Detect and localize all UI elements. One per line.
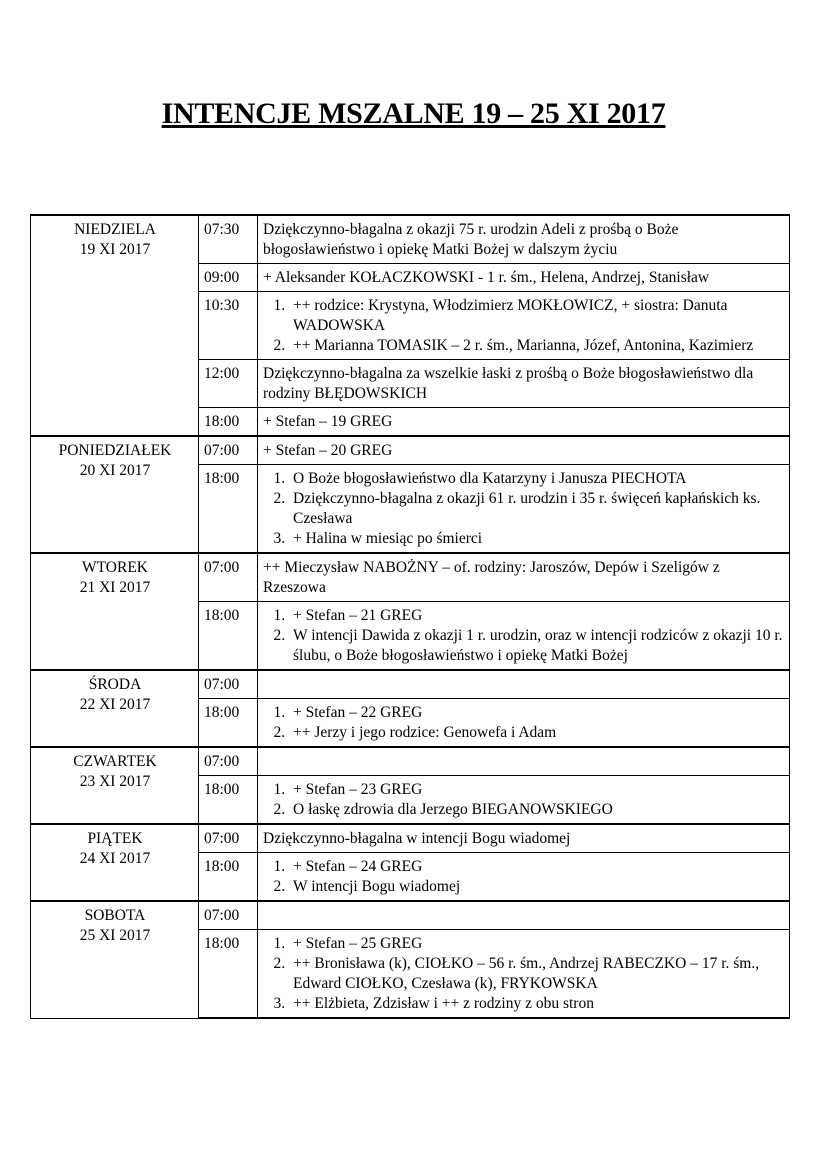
intention-item: 1. + Stefan – 25 GREG (289, 934, 785, 954)
mass-intention (258, 292, 790, 360)
intention-item: 2. ++ Marianna TOMASIK – 2 r. śm., Marianna, Józef, Antonina, Kazimierz (289, 336, 785, 356)
day-name: ŚRODA (88, 676, 142, 693)
intention-text: + Stefan – 19 GREG (263, 413, 393, 430)
day-date: 21 XI 2017 (79, 579, 151, 596)
intention-item: 2. ++ Jerzy i jego rodzice: Genowefa i Adam (289, 723, 785, 743)
day-cell (31, 747, 199, 824)
mass-intention (258, 747, 790, 776)
mass-row (31, 747, 790, 776)
intention-text: Dziękczynno-błagalna za wszelkie łaski z prośbą o Boże błogosławieństwo dla rodziny BŁĘDOWSKICH (263, 365, 754, 402)
intention-item: 1. + Stefan – 22 GREG (289, 703, 785, 723)
day-date: 24 XI 2017 (79, 850, 151, 867)
intention-item: 1. + Stefan – 21 GREG (289, 606, 785, 626)
mass-time: 18:00 (199, 699, 258, 748)
day-date: 22 XI 2017 (79, 696, 151, 713)
day-cell (31, 215, 199, 436)
mass-time: 10:30 (199, 292, 258, 360)
mass-time: 18:00 (199, 602, 258, 671)
mass-intention (258, 408, 790, 437)
intention-list (263, 296, 785, 356)
mass-row (31, 215, 790, 264)
intention-item: 2. W intencji Dawida z okazji 1 r. urodzin, oraz w intencji rodziców z okazji 10 r. ślubu, o Boże błogosławieństwo i opiekę Matki Bożej (289, 626, 785, 666)
intention-item: 1. + Stefan – 24 GREG (289, 857, 785, 877)
day-cell (31, 670, 199, 747)
mass-intention (258, 436, 790, 465)
mass-time: 07:00 (199, 824, 258, 853)
mass-time: 07:00 (199, 747, 258, 776)
intention-text: Dziękczynno-błagalna w intencji Bogu wiadomej (263, 830, 571, 847)
day-cell (31, 824, 199, 901)
day-name: WTOREK (81, 559, 148, 576)
mass-intention (258, 553, 790, 602)
day-date: 20 XI 2017 (79, 462, 151, 479)
mass-time: 18:00 (199, 465, 258, 554)
mass-time: 18:00 (199, 408, 258, 437)
mass-intention (258, 602, 790, 671)
mass-intention (258, 901, 790, 930)
mass-time: 18:00 (199, 853, 258, 902)
day-name: PIĄTEK (87, 830, 143, 847)
intention-list (263, 703, 785, 743)
mass-row (31, 824, 790, 853)
day-name: SOBOTA (84, 907, 146, 924)
page-title: INTENCJE MSZALNE 19 – 25 XI 2017 (161, 97, 666, 130)
mass-time: 07:00 (199, 553, 258, 602)
mass-row (31, 670, 790, 699)
mass-time: 09:00 (199, 264, 258, 292)
intention-text: + Stefan – 20 GREG (263, 442, 393, 459)
intention-item: 2. ++ Bronisława (k), CIOŁKO – 56 r. śm., Andrzej RABECZKO – 17 r. śm., Edward CIOŁKO, Czesława (k), FRYKOWSKA (289, 954, 785, 994)
intention-text: ++ Mieczysław NABOŻNY – of. rodziny: Jaroszów, Depów i Szeligów z Rzeszowa (263, 559, 720, 596)
intention-list (263, 934, 785, 1014)
mass-intention (258, 360, 790, 408)
day-date: 25 XI 2017 (79, 927, 151, 944)
intention-item: 3. ++ Elżbieta, Zdzisław i ++ z rodziny z obu stron (289, 994, 785, 1014)
day-cell (31, 901, 199, 1018)
mass-intention (258, 215, 790, 264)
day-name: PONIEDZIAŁEK (58, 442, 172, 459)
intention-list (263, 780, 785, 820)
mass-time: 18:00 (199, 930, 258, 1019)
mass-time: 18:00 (199, 776, 258, 825)
mass-row (31, 436, 790, 465)
mass-intention (258, 465, 790, 554)
mass-intention (258, 699, 790, 748)
intention-text: + Aleksander KOŁACZKOWSKI - 1 r. śm., Helena, Andrzej, Stanisław (263, 269, 710, 286)
intention-item: 2. Dziękczynno-błagalna z okazji 61 r. urodzin i 35 r. święceń kapłańskich ks. Czesława (289, 489, 785, 529)
mass-time: 07:00 (199, 670, 258, 699)
mass-time: 07:00 (199, 436, 258, 465)
day-date: 23 XI 2017 (79, 773, 151, 790)
mass-time: 07:00 (199, 901, 258, 930)
intention-list (263, 469, 785, 549)
mass-row (31, 553, 790, 602)
intention-text: Dziękczynno-błagalna z okazji 75 r. urodzin Adeli z prośbą o Boże błogosławieństwo i opiekę Matki Bożej w dalszym życiu (263, 221, 679, 258)
mass-intention (258, 824, 790, 853)
intention-list (263, 606, 785, 666)
mass-intention (258, 853, 790, 902)
intention-item: 2. O łaskę zdrowia dla Jerzego BIEGANOWSKIEGO (289, 800, 785, 820)
mass-time: 07:30 (199, 215, 258, 264)
mass-time: 12:00 (199, 360, 258, 408)
schedule-body (31, 215, 790, 1018)
day-cell (31, 553, 199, 670)
day-name: NIEDZIELA (74, 221, 156, 238)
mass-intention (258, 776, 790, 825)
mass-intentions-table (30, 214, 790, 1019)
mass-intention (258, 930, 790, 1019)
intention-item: 3. + Halina w miesiąc po śmierci (289, 529, 785, 549)
intention-item: 1. O Boże błogosławieństwo dla Katarzyny i Janusza PIECHOTA (289, 469, 785, 489)
intention-item: 2. W intencji Bogu wiadomej (289, 877, 785, 897)
intention-list (263, 857, 785, 897)
intention-item: 1. ++ rodzice: Krystyna, Włodzimierz MOKŁOWICZ, + siostra: Danuta WADOWSKA (289, 296, 785, 336)
intention-item: 1. + Stefan – 23 GREG (289, 780, 785, 800)
day-cell (31, 436, 199, 553)
mass-intention (258, 264, 790, 292)
mass-intention (258, 670, 790, 699)
day-name: CZWARTEK (73, 753, 157, 770)
day-date: 19 XI 2017 (79, 241, 151, 258)
mass-row (31, 901, 790, 930)
